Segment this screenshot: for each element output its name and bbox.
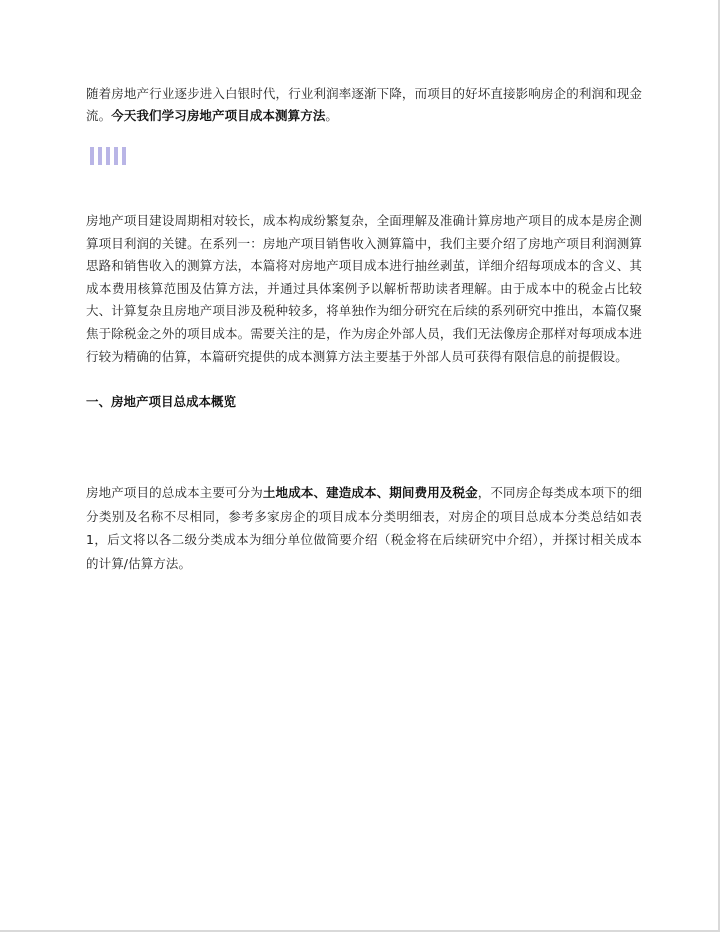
five-vertical-bars-icon: [90, 147, 126, 165]
para3-text-1: 房地产项目的总成本主要可分为: [86, 485, 263, 500]
body-paragraph-3: [86, 481, 642, 575]
bar-5: [122, 147, 126, 165]
bar-4: [114, 147, 118, 165]
intro-text-3: 。: [325, 108, 339, 123]
bar-2: [98, 147, 102, 165]
intro-text-2: 今天我们学习: [111, 108, 187, 123]
bar-1: [90, 147, 94, 165]
intro-highlight: 房地产项目成本测算方法: [186, 108, 326, 123]
para3-highlight: 土地成本、建造成本、期间费用及税金: [262, 485, 478, 500]
intro-text-1: 随着房地产行业逐步进入白银时代，行业利润率逐渐下降，而项目的好坏直接影响房企的利润和现金流。: [86, 86, 642, 123]
body-paragraph-2: 房地产项目建设周期相对较长，成本构成纷繁复杂，全面理解及准确计算房地产项目的成本是房企测算项目利润的关键。在系列一：房地产项目销售收入测算篇中，我们主要介绍了房地产项目利润测算思路和销售收入的测算方法，本篇将对房地产项目成本进行抽丝剥茧，详细介绍每项成本的含义、其成本费用核算范围及估算方法，并通过具体案例予以解析帮助读者理解。由于成本中的税金占比较大、计算复杂且房地产项目涉及税种较多，将单独作为细分研究在后续的系列研究中推出，本篇仅聚焦于除税金之外的项目成本。需要关注的是，作为房企外部人员，我们无法像房企那样对每项成本进行较为精确的估算，本篇研究提供的成本测算方法主要基于外部人员可获得有限信息的前提假设。: [86, 213, 642, 364]
para3-text-2: ，不同房企每类成本项下的细分类别及名称不尽相同，参考多家房企的项目成本分类明细表，对房企的项目总成本分类总结如表 1，后文将以各二级分类成本为细分单位做简要介绍（税金将在后续研究中介绍），并探讨相关成本的计算/估算方法。: [86, 485, 642, 571]
intro-paragraph: [86, 83, 642, 127]
section-heading: 一、房地产项目总成本概览: [86, 394, 237, 409]
bar-3: [106, 147, 110, 165]
